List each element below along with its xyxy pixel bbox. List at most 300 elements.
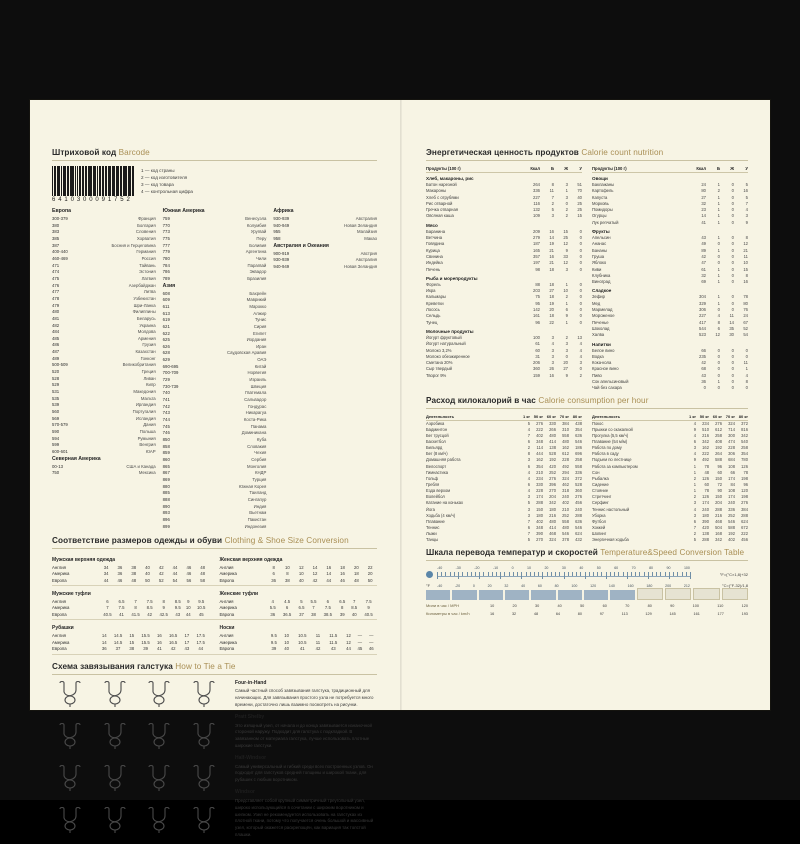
fahrenheit-unit: °F [426,583,431,589]
size-table-head: Мужские туфли [52,591,91,598]
table-row: Рыбалка 2 126 150 174 198 [592,475,748,481]
country-code-row: 569 Исландия [52,415,156,421]
country-code-row: 478 Узбекистан [52,295,156,301]
table-row: Ананас 49 0 0 12 [592,241,748,247]
table-row: Овсяная каша 109 3 2 15 [426,213,582,219]
table-row: Баклажаны 24 1 0 5 [592,182,748,187]
consumption-column [592,414,748,544]
country-code-row: 899 Индонезия [162,523,267,529]
barcode-legend: 1 — код страны 2 — код изготовителя 3 — код товара 4 — контрольная цифра [141,168,193,194]
table-row: Бег (8 км/ч) 8 444 528 612 696 [426,451,582,457]
speed-bar-scale [426,590,748,600]
table-row: Уборка 3 180 216 252 288 [592,512,748,518]
country-code-row: 621 Сирия [162,323,267,329]
size-table-head: Женские туфли [219,591,259,598]
section-tie [52,662,377,844]
country-code-row: 486 Грузия [52,342,156,348]
table-row: Говядина 187 19 12 0 [426,241,582,247]
divider [52,160,377,161]
country-code-row: 570-579 Дания [52,422,156,428]
country-code-row: 740 Гватемала [162,390,267,396]
table-row: Чай без сахара 0 0 0 0 [592,385,748,391]
table-row: Англия 34 36 38 40 42 44 46 48 [52,564,205,570]
table-row: Европа 40.5 41 41.5 42 42.5 43 44 45 [52,611,204,617]
table-row: Мороженое 227 4 11 24 [592,313,748,319]
table-row: Красное вино 68 0 0 1 [592,366,748,372]
country-code-row: 489 Гонконг [52,355,156,361]
table-row: Работа по дому 3 162 192 228 258 [592,445,748,451]
country-code-row: 476 Азербайджан [52,282,156,288]
table-row: Стояние 1 78 90 108 120 [592,488,748,494]
tick-label: 100 [683,566,690,571]
table-row: Клубника 32 1 0 8 [592,272,748,278]
country-code-row: 475 Латвия [52,275,156,281]
calorie-group-name: Хлеб, макароны, рис [426,176,474,181]
calorie-table-header: Продукты (100 г) Ккал Б Ж У [592,166,748,171]
divider [52,585,377,586]
table-row: Кока-кола 42 0 0 11 [592,360,748,366]
tie-step-diagram [186,680,228,708]
mph-value: 80 [647,603,652,608]
country-code-row: 599 Венгрия [52,442,156,448]
country-code-row: 775 Перу [162,235,267,241]
tick-label: 40 [521,583,526,588]
country-code-row: 625 Иордания [162,337,267,343]
country-code-row: 600-601 ЮАР [52,448,156,454]
kmh-value: 161 [693,611,700,616]
calorie-columns [426,166,748,392]
tick-label: -20 [454,583,461,588]
mph-value: 110 [717,603,724,608]
country-code-row: 628 Саудовская Аравия [162,350,267,356]
table-row: Яблоко 47 0 0 10 [592,260,748,266]
table-row: Танцы 5 270 324 378 432 [426,537,582,543]
table-row: Баранина 209 16 15 0 [426,228,582,234]
thermometer-bulb-icon [426,571,433,578]
table-row: Мед 329 1 0 80 [592,300,748,306]
tick-label: 0 [511,566,514,571]
table-row: Сельдь 161 18 9 0 [426,313,582,319]
country-code-row: 619 Тунис [162,317,267,323]
country-code-row: 890 Индия [162,503,267,509]
country-code-row: 770 Колумбия [162,222,267,228]
size-table-head: Рубашки [52,625,74,632]
table-row: Свинина 357 16 33 0 [426,253,582,259]
table-row: Велоспорт 6 354 420 492 558 [426,463,582,469]
kmh-value: 193 [741,611,748,616]
country-code-column [273,208,377,530]
tick-label: 20 [544,566,549,571]
divider [426,160,748,161]
country-code-row: 528 Ливан [52,375,156,381]
table-row: Гимнастика 4 210 252 294 336 [426,469,582,475]
country-code-row: 789 Бразилия [162,275,267,281]
calorie-group-name: Мясо [426,222,438,228]
country-code-row: 777 Боливия [162,242,267,248]
tie-step-diagram [52,764,94,792]
tick-label: 10 [527,566,531,571]
tie-step-diagram [141,680,183,708]
table-row: Курица 165 21 9 0 [426,247,582,253]
tick-label: 70 [631,566,636,571]
country-code-row: 893 Вьетнам [162,510,267,516]
table-row: Подъем по лестнице 9 492 588 684 780 [592,457,748,463]
table-row: Лосось 142 20 6 0 [426,307,582,313]
country-code-row: 900-919 Австрия [273,250,378,256]
table-row: Молоко 3,2% 60 3 3 4 [426,347,582,353]
country-code-row: 484 Молдова [52,329,156,335]
kmh-value: 129 [645,611,652,616]
tie-knot-name: Four-in-Hand [235,679,267,686]
table-row: Англия 4 4.5 5 5.5 6 6.5 7 7.5 [219,599,372,604]
size-table [220,588,378,617]
size-table-head: Мужская верхняя одежда [52,557,116,564]
country-code-row: 520 Греция [52,369,156,375]
country-code-row: 400-440 Германия [52,249,156,255]
country-code-row: 896 Пакистан [162,516,267,522]
table-row: Киви 61 1 0 15 [592,266,748,272]
country-code-row: 940-949 Новая Зеландия [273,263,378,269]
table-row: Йогурт фруктовый 100 3 2 13 [426,334,582,340]
country-code-row: 742 Гондурас [162,403,267,409]
country-code-row: 500-509 Великобритания [52,362,156,368]
tick-label: 80 [649,566,654,571]
country-code-columns [52,208,377,530]
country-code-row: 622 Египет [162,330,267,336]
table-row: Бильярд 2 114 138 162 186 [426,445,582,451]
country-code-row: 482 Украина [52,322,156,328]
table-row: Креветки 95 19 1 0 [426,300,582,306]
table-row: Макароны 336 11 1 70 [426,188,582,194]
table-row: Сыр твердый 360 26 27 0 [426,366,582,372]
temperature-title: Шкала перевода температур и скоростей Temperature&Speed Conversion Table [426,548,745,558]
left-page [30,100,400,837]
table-row: Аэробика 5 276 330 384 438 [426,420,582,426]
country-code-row: 786 Эквадор [162,269,267,275]
table-row: Прыжки со скакалкой 9 510 612 714 816 [592,426,748,432]
tick-label: 180 [646,583,653,588]
country-code-row: 383 Словения [52,229,156,235]
calorie-group-name: Рыба и морепродукты [426,275,478,281]
calorie-table-header: Продукты (100 г) Ккал Б Ж У [426,166,582,171]
mph-row: Мили в час / MPH 10 20 30 40 50 60 70 80 90 100 110 120 [426,603,748,609]
country-code-row: 750 Мексика [52,470,156,476]
table-row: Хлеб с отрубями 227 7 3 40 [426,194,582,200]
table-row: Баскетбол 6 348 414 480 546 [426,439,582,445]
country-code-row: 865 Монголия [162,463,267,469]
kmh-value: 64 [555,611,561,616]
country-code-row: 729 Израиль [162,377,267,383]
tick-label: -20 [474,566,480,571]
tie-step-diagram [186,806,228,834]
divider [52,654,377,655]
tie-step-diagram [141,764,183,792]
table-row: Теннис настольный 4 240 288 336 384 [592,506,748,512]
table-row: Гречка отварная 132 5 2 25 [426,207,582,213]
table-row: Шопинг 2 138 168 192 222 [592,531,748,537]
tie-step-diagram [141,806,183,834]
celsius-tick-marks [437,570,690,583]
mph-value: 90 [670,603,675,608]
mph-value: 20 [512,603,517,608]
table-row: Груша 42 0 0 11 [592,253,748,259]
table-row: Водка 235 0 0 0 [592,353,748,359]
table-row: Форель 88 18 1 0 [426,281,582,287]
table-row: Мармелад 306 0 0 76 [592,307,748,313]
table-row: Сок апельсиновый 36 1 0 8 [592,379,748,385]
table-row: Печенье 417 8 14 67 [592,319,748,325]
table-row: Хоккей 7 420 504 588 672 [592,525,748,530]
country-code-row: 869 Турция [162,476,267,482]
table-row: Европа 36 37 38 39 41 42 43 44 [52,645,204,651]
divider [426,560,748,561]
table-row: Европа 39 40 41 42 43 44 45 46 [219,645,374,651]
table-row: Европа 36 36.5 37 38 38.5 39 40 40.5 [219,611,373,617]
table-row: Белое вино 66 0 0 0 [592,347,748,353]
table-row: Работа за компьютером 1 78 96 108 126 [592,463,748,469]
table-row: Англия 6 6.5 7 7.5 8 8.5 9 9.5 [52,599,205,604]
tie-step-diagram [97,764,139,792]
country-code-row: 485 Армения [52,335,156,341]
size-tables [52,554,377,654]
barcode-title: Штриховой код Barcode [52,148,150,157]
tie-knot-description: Самый универсальный и гибкий среди всех построенных узлов. Он подходит для галстуков средней толщины и широкой ткани, для рубашек с любым воротником. [235,763,373,783]
size-table [52,622,210,651]
tick-label: -40 [437,566,443,571]
calorie-column [426,166,582,392]
country-group-head: Австралия и Океания [273,242,329,249]
tie-title: Схема завязывания галстука How to Tie a Tie [52,661,236,671]
tick-label: 32 [504,583,509,588]
tie-descriptions [235,680,377,844]
country-code-row: 539 Ирландия [52,402,156,408]
country-code-row: 859 Чехия [162,450,267,456]
tick-label: 60 [537,583,542,588]
table-row: Гребля 6 330 396 462 528 [426,482,582,488]
right-page [400,100,770,710]
table-row: Америка 7 7.5 8 8.5 9 9.5 10 10.5 [52,605,206,611]
country-code-row: 860 Сербия [162,456,267,462]
country-code-row: 744 Коста-Рика [162,417,267,423]
table-row: Европа 44 46 48 50 52 54 56 58 [52,577,205,583]
mph-value: 40 [557,603,562,608]
table-row: Лыжи 7 390 468 546 624 [426,531,582,537]
table-row: Европа 36 38 40 42 44 46 48 50 [219,577,373,583]
tick-label: 40 [579,566,584,571]
country-group-head: Африка [273,208,294,214]
size-table-head: Женская верхняя одежда [219,557,283,564]
sizes-title: Соответствие размеров одежды и обуви Clothing & Shoe Size Conversion [52,536,349,546]
tick-label: 200 [665,583,672,588]
country-code-row: 779 Аргентина [162,249,267,255]
barcode-image [52,166,134,203]
country-code-row: 479 Шри-Ланка [52,302,156,308]
country-code-row: 477 Литва [52,289,156,295]
table-row: Бег трусцой 7 402 480 558 636 [426,432,582,438]
country-code-row: 880 Южная Корея [162,483,267,489]
country-code-row: 850 Куба [162,437,267,442]
country-code-row: 780 Чили [162,255,267,261]
table-row: Бананы 89 1 0 21 [592,247,748,253]
tie-step-diagram [52,806,94,834]
table-row: Пиво 43 0 0 4 [592,372,748,378]
table-row: Печень 98 18 3 0 [426,266,582,272]
mph-value: 120 [741,603,748,608]
table-row: Апельсин 43 1 0 8 [592,235,748,241]
tie-knot-description: Представляет собой крупный симметричный треугольный узел, широко использующийся в сочетании с широким воротником и шелком. Узел не рекомендуется использовать на галстуках из плотной ткани, потому что получается очень большой и массивный узел, который окажется раскрепощён, как вариация так толстой плашки. [235,797,374,837]
table-row: Прогулка (5,5 км/ч) 4 216 258 300 342 [592,432,748,438]
table-row: Шоколад 544 6 35 52 [592,325,748,331]
tick-label: 140 [608,583,615,588]
tie-knot-description: Это изящный узел, от начала и до конца завязывается изнаночной стороной наружу. Подходит для галстука с подкладкой. В завязанном от материала галстука, лучше использовать плотные широкие галстуки. [235,722,372,749]
table-row: Катание на коньках 5 288 342 402 456 [426,500,582,506]
consumption-column [426,414,582,544]
mph-value: 10 [490,603,495,608]
kmh-value: 145 [669,611,676,616]
divider [52,619,377,620]
table-row: Покос 4 234 276 324 372 [592,420,748,426]
section-sizes [52,536,377,654]
table-row: Морковь 32 1 0 7 [592,200,748,206]
table-row: Сметана 20% 206 3 20 3 [426,360,582,366]
table-row: Англия 8 10 12 14 16 18 20 22 [219,564,373,570]
country-code-row: 626 Иран [162,343,267,349]
country-code-row: 480 Филиппины [52,309,156,315]
tick-label: 20 [487,583,492,588]
table-row: Йогурт натуральный 61 4 3 4 [426,341,582,347]
table-row: Америка 14 14.5 15 15.5 16 16.5 17 17.5 [52,639,205,645]
kmh-value: 113 [621,611,628,616]
table-row: Домашняя работа 3 162 192 228 258 [426,457,582,463]
table-row: Капуста 27 1 0 5 [592,194,748,200]
table-row: Энергичная ходьба 5 288 342 402 456 [592,537,748,543]
table-row: Футбол 6 390 468 546 624 [592,518,748,524]
table-row: Езда верхом 4 228 270 318 360 [426,488,582,494]
size-table [220,622,378,651]
table-row: Америка 9.5 10 10.5 11 11.5 12 — — [219,639,374,645]
mph-value: 70 [625,603,630,608]
country-code-row: 858 Словакия [162,443,267,449]
table-row: Огурцы 14 1 0 3 [592,213,748,219]
tick-label: -10 [492,566,499,571]
country-code-row: 888 Сингапур [162,496,267,502]
country-code-row: 380 Болгария [52,222,156,228]
table-row: Стретчинг 2 126 150 174 198 [592,494,748,500]
calorie-group-name: Напитки [592,341,611,347]
divider [52,674,377,675]
country-code-row: 690-695 Китай [162,363,267,369]
country-code-row: 481 Беларусь [52,315,156,321]
barcode-bars [52,166,134,196]
table-row: Америка 6 8 10 12 14 16 18 20 [219,571,373,577]
notebook-spread [30,100,770,837]
barcode-digits: 6 4 1 0 3 0 0 0 9 1 7 5 2 [52,197,131,203]
table-row: Йога 3 150 180 210 240 [426,506,582,512]
table-row: Серфинг 3 174 204 240 276 [592,500,748,506]
country-code-row: 531 Македония [52,389,156,395]
table-row: Ходьба (4 км/ч) 3 180 216 252 288 [426,512,582,518]
tick-label: -30 [455,566,461,571]
size-table [52,588,210,617]
table-row: Америка 5.5 6 6.5 7 7.5 8 8.5 9 [219,605,370,611]
country-code-row: 609 Маврикий [162,297,267,303]
tie-knot-name: Half-Windsor [235,754,267,761]
country-code-row: 746 Доминикана [162,430,267,436]
country-code-row: 930-939 Австралия [273,257,378,263]
consumption-table-header: Деятельность 1 кг 50 кг 60 кг 70 кг 80 кг [426,413,582,419]
country-code-row: 629 ОАЭ [162,357,267,363]
country-code-row: 385 Хорватия [52,235,156,241]
kmh-value: 97 [599,611,604,616]
tie-knot-name: Windsor [235,789,255,796]
consumption-table-header: Деятельность 1 кг 50 кг 60 кг 70 кг 80 кг [592,413,748,419]
tick-label: -40 [437,583,443,588]
table-row: Сон 1 48 60 66 78 [592,469,748,475]
table-row: Рис отварной 116 2 0 25 [426,200,582,206]
tick-label: 80 [554,583,559,588]
country-code-row: 387 Босния и Герцеговина [52,242,156,248]
country-code-row: 487 Казахстан [52,349,156,355]
section-calorie [426,148,748,392]
country-group-head: Азия [162,282,176,289]
table-row: Молоко обезжиренное 31 3 0 4 [426,353,582,359]
table-row: Зефир 304 1 0 78 [592,294,748,300]
table-row: Волейбол 3 174 204 240 276 [426,494,582,500]
country-code-row: 730-739 Швеция [162,383,267,389]
country-code-row: 474 Эстония [52,269,156,275]
country-code-row: 00-13 США и Канада [52,463,156,469]
country-code-row: 773 Уругвай [162,229,267,235]
tick-label: 160 [627,583,634,588]
tick-label: 30 [561,566,566,571]
country-code-row: 784 Парагвай [162,262,267,268]
country-group-head: Южная Америка [162,208,205,214]
country-code-row: 613 Алжир [162,310,267,316]
tick-label: 100 [571,583,578,588]
kmh-row: Километры в час / km/h 16 32 48 64 80 97 113 129 145 161 177 193 [426,611,748,617]
tie-step-diagram [97,680,139,708]
table-row: Батон нарезной 264 8 3 51 [426,182,582,187]
country-code-row: 594 Румыния [52,435,156,441]
country-code-row: 885 Таиланд [162,490,267,496]
mph-value: 100 [692,603,699,608]
tie-diagram-grid [52,680,227,844]
tick-label: 0 [472,583,475,588]
table-row: Англия 14 14.5 15 15.5 16 16.5 17 17.5 [52,633,205,639]
country-code-row: 741 Сальвадор [162,397,267,403]
divider [52,548,377,549]
mph-value: 60 [602,603,607,608]
size-table-pair [52,554,377,583]
country-code-row: 743 Никарагуа [162,410,267,416]
celsius-scale-row [426,566,748,583]
tie-step-diagram [186,722,228,750]
consumption-columns [426,414,748,544]
country-code-row: 560 Португалия [52,409,156,415]
table-row: Бадминтон 4 222 266 310 354 [426,426,582,432]
kmh-value: 16 [490,611,495,616]
tie-step-diagram [141,722,183,750]
table-row: Англия 9.5 10 10.5 11 11.5 12 — — [219,633,374,639]
size-table-head: Носки [219,625,235,632]
country-code-row: 471 Тайвань [52,262,156,268]
calorie-group-name: Овощи [592,176,608,181]
calorie-group-name: Фрукты [592,229,610,235]
section-temperature [426,548,748,616]
calorie-group-name: Сладкое [592,288,612,294]
table-row: Гольф 4 234 276 324 372 [426,475,582,481]
table-row: Теннис 6 348 414 480 546 [426,525,582,530]
